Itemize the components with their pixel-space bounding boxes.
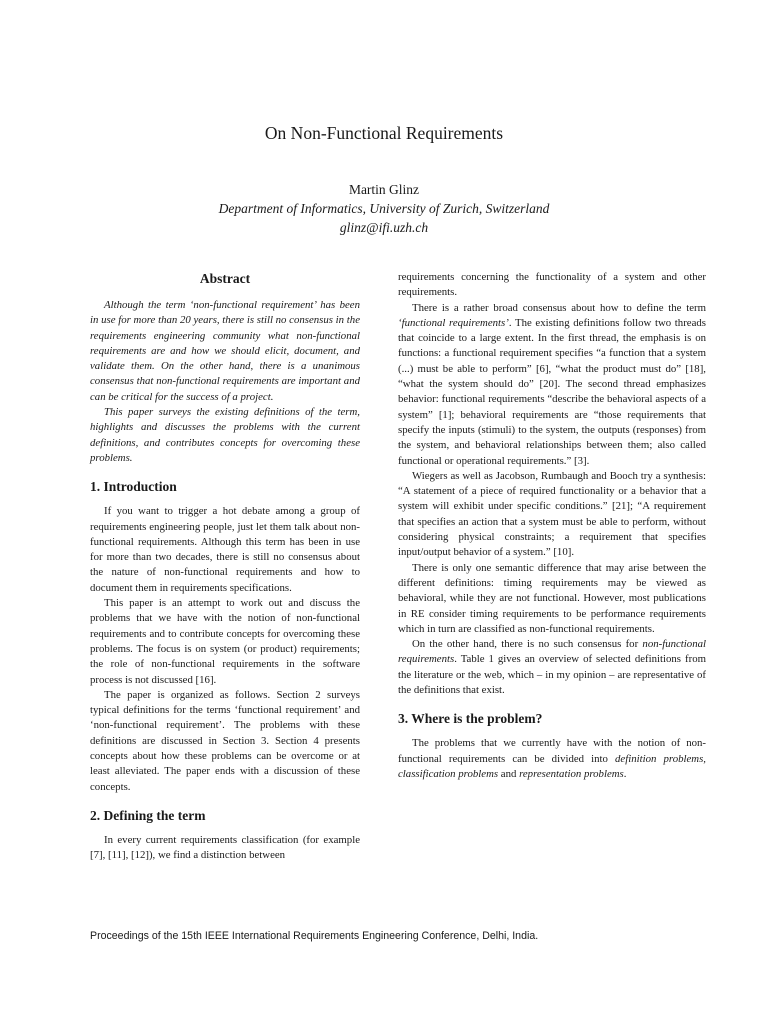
author-block (0, 180, 768, 237)
section-2-heading: 2. Defining the term (90, 807, 206, 823)
paper-title: On Non-Functional Requirements (264, 123, 504, 143)
author-email: glinz@ifi.uzh.ch (339, 220, 429, 235)
section-2-paragraph-1: In every current requirements classification (for example [7], [11], [12]), we find a distinction between (90, 833, 360, 862)
section-2-paragraph-5: On the other hand, there is no such consensus for non-functional requirements. Table 1 gives an overview of selected definitions from the literature or the web, which – in my opinion – are representative of the definitions that exist. (398, 638, 706, 697)
section-3-heading: 3. Where is the problem? (398, 711, 543, 727)
section-2-paragraph-2: There is a rather broad consensus about how to define the term ‘functional requirements’. The existing definitions follow two threads that coincide to a large extent. In the first thread, the emphasis is on functions: a functional requirement specifies “a function that a system (...) must be able to perform” [6], “what the product must do” [18], “what the system should do” [20]. The second thread emphasizes behavior: functional requirements “describe the behavioral aspects of a system” [1]; behavioral requirements are “those requirements that specify the inputs (stimuli) to the system, the outputs (responses) from the system, and behavioral relationships between them; also called functional or operational requirements.” [3]. (398, 301, 706, 467)
abstract-paragraph-2: This paper surveys the existing definitions of the term, highlights and discusses the problems with the current definitions, and contributes concepts for overcoming these problems. (90, 406, 360, 464)
abstract-heading: Abstract (199, 271, 251, 286)
section-1-heading: 1. Introduction (90, 479, 177, 495)
section-2-paragraph-4: There is only one semantic difference that may arise between the different definitions: timing requirements may be viewed as behavioral, while they are not functional. However, most publications in RE consider timing requirements to be performance requirements which in turn are classified as non-functional requirements. (398, 561, 706, 635)
section-1-paragraph-3: The paper is organized as follows. Section 2 surveys typical definitions for the terms ‘functional requirement’ and ‘non-functional requirement’. The problems with these definitions are discussed in Section 3. Section 4 presents concepts about how these problems can be overcome or at least alleviated. The paper ends with a discussion of these concepts. (90, 688, 360, 793)
proceedings-footer: Proceedings of the 15th IEEE International Requirements Engineering Conference, Delhi, India. (90, 930, 539, 942)
section-1-paragraph-2: This paper is an attempt to work out and discuss the problems that we have with the notion of non-functional requirements and to contribute concepts for overcoming these problems. The focus is on system (or product) requirements; the role of non-functional requirements in the software process is not discussed [16]. (90, 597, 360, 686)
right-column (398, 270, 706, 782)
author-affiliation: Department of Informatics, University of Zurich, Switzerland (218, 201, 550, 216)
section-1-paragraph-1: If you want to trigger a hot debate among a group of requirements engineering people, just let them talk about non-functional requirements. Although this term has been in use for more than two decades, there is still no consensus about the nature of non-functional requirements and how to document them in requirements specifications. (90, 505, 360, 594)
section-3-paragraph-1: The problems that we currently have with the notion of non-functional requirements can be divided into definition problems, classification problems and representation problems. (398, 737, 706, 780)
abstract-paragraph-1: Although the term ‘non-functional requirement’ has been in use for more than 20 years, there is still no consensus in the requirements engineering community what non-functional requirements are and how we should elicit, document, and validate them. On the other hand, there is a unanimous consensus that non-functional requirements are important and can be critical for the success of a project. (90, 299, 360, 403)
author-name: Martin Glinz (348, 182, 420, 197)
section-2-paragraph-1-continued: requirements concerning the functionality of a system and other requirements. (398, 271, 706, 299)
left-column (90, 270, 360, 864)
section-2-paragraph-3: Wiegers as well as Jacobson, Rumbaugh and Booch try a synthesis: “A statement of a piece of required functionality or a behavior that a system will exhibit under specific conditions.” [21]; “A requirement that specifies an action that a system must be able to perform, without considering physical constraints; a requirement that specifies input/output behavior of a system.” [10]. (398, 469, 706, 559)
